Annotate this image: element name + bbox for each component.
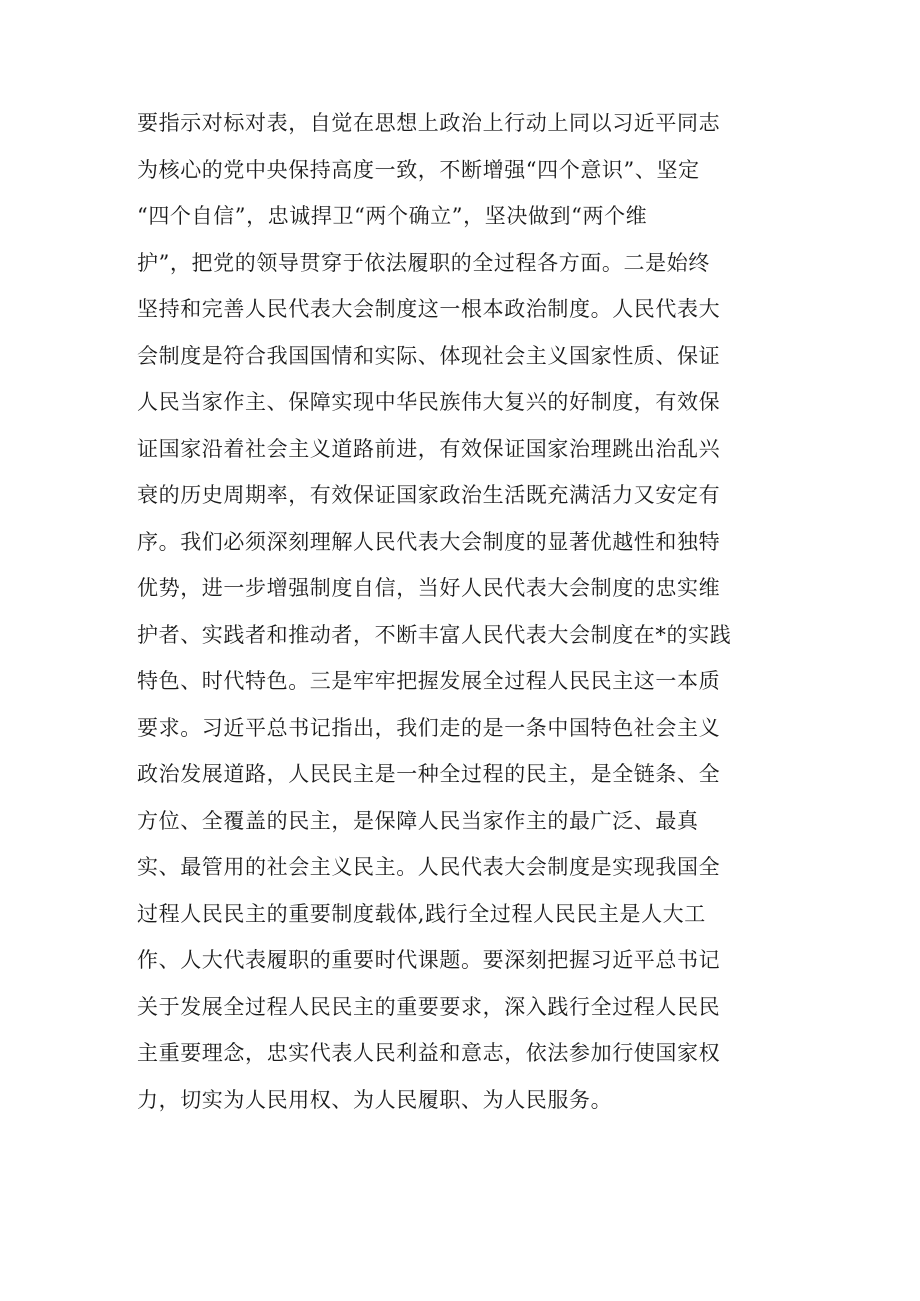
text-line: “四个自信”，忠诚捍卫“两个确立”，坚决做到“两个维 — [137, 204, 648, 228]
text-line: 作、人大代表履职的重要时代课题。要深刻把握习近平总书记 — [137, 948, 721, 972]
text-line: 过程人民民主的重要制度载体,践行全过程人民民主是人大工 — [137, 901, 706, 926]
text-line: 护”，把党的领导贯穿于依法履职的全过程各方面。二是始终 — [137, 250, 710, 275]
text-line: 为核心的党中央保持高度一致，不断增强“四个意识”、坚定 — [137, 157, 700, 182]
text-line: 特色、时代特色。三是牢牢把握发展全过程人民民主这一本质 — [137, 669, 721, 693]
text-line: 衰的历史周期率，有效保证国家政治生活既充满活力又安定有 — [137, 483, 721, 507]
text-line: 要求。习近平总书记指出，我们走的是一条中国特色社会主义 — [137, 715, 721, 740]
text-line: 坚持和完善人民代表大会制度这一根本政治制度。人民代表大 — [137, 297, 721, 321]
text-line: 要指示对标对表，自觉在思想上政治上行动上同以习近平同志 — [137, 111, 721, 135]
text-line: 护者、实践者和推动者，不断丰富人民代表大会制度在*的实践 — [137, 622, 732, 647]
text-line: 力，切实为人民用权、为人民履职、为人民服务。 — [137, 1087, 613, 1112]
text-line: 人民当家作主、保障实现中华民族伟大复兴的好制度，有效保 — [137, 390, 721, 414]
text-line: 实、最管用的社会主义民主。人民代表大会制度是实现我国全 — [137, 855, 721, 879]
text-line: 关于发展全过程人民民主的重要要求，深入践行全过程人民民 — [137, 994, 721, 1019]
body-text — [137, 100, 797, 1123]
text-line: 会制度是符合我国国情和实际、体现社会主义国家性质、保证 — [137, 343, 721, 368]
text-line: 方位、全覆盖的民主，是保障人民当家作主的最广泛、最真 — [137, 808, 699, 833]
text-line: 政治发展道路，人民民主是一种全过程的民主，是全链条、全 — [137, 762, 721, 786]
text-line: 序。我们必须深刻理解人民代表大会制度的显著优越性和独特 — [137, 529, 721, 554]
text-line: 证国家沿着社会主义道路前进，有效保证国家治理跳出治乱兴 — [137, 436, 721, 461]
text-line: 优势，进一步增强制度自信，当好人民代表大会制度的忠实维 — [137, 576, 721, 600]
text-line: 主重要理念，忠实代表人民利益和意志，依法参加行使国家权 — [137, 1041, 721, 1065]
